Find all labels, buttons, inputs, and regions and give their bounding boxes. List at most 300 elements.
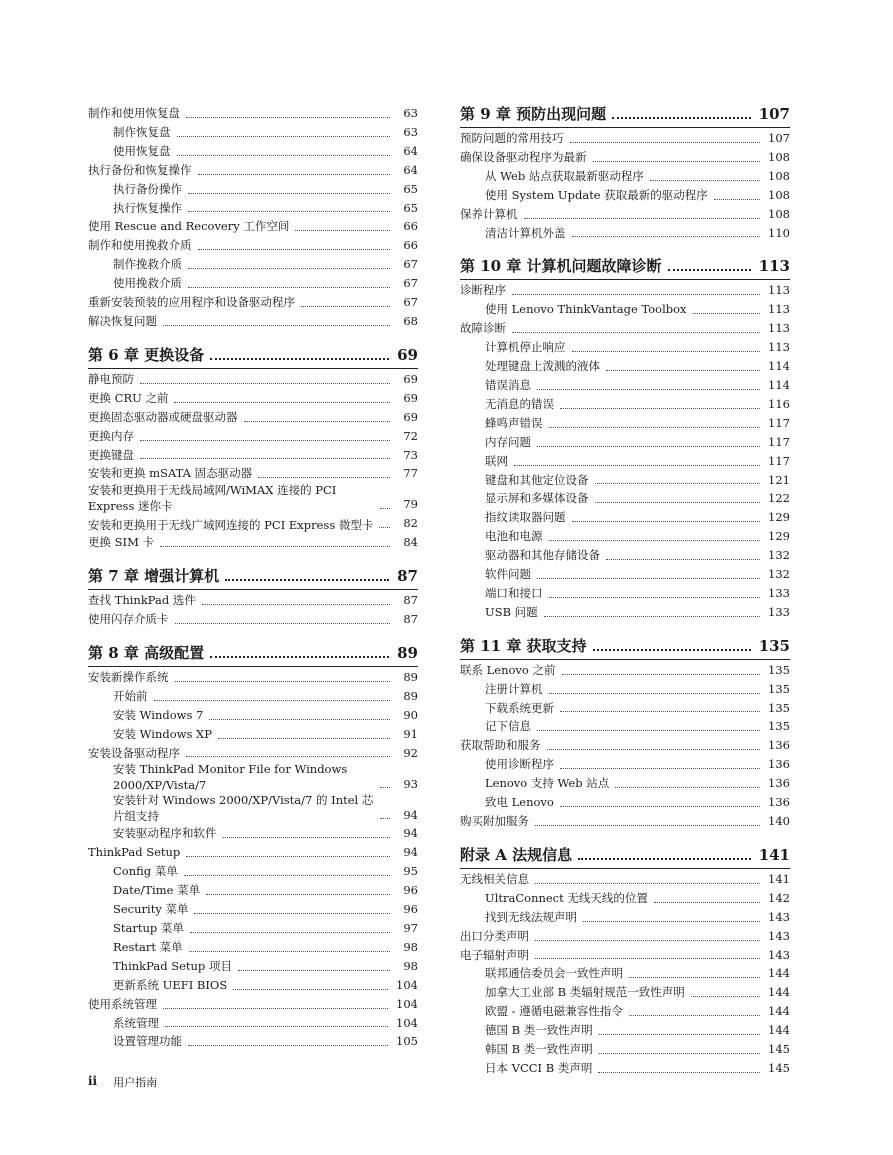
toc-entry-title: 重新安装预装的应用程序和设备驱动程序 xyxy=(88,295,295,310)
toc-page-number: 143 xyxy=(768,909,790,924)
toc-entry-title: 诊断程序 xyxy=(460,283,506,298)
toc-entry[interactable] xyxy=(460,774,790,793)
dot-leader xyxy=(537,389,760,390)
toc-page-number: 104 xyxy=(396,977,418,992)
toc-page-number: 63 xyxy=(403,124,418,139)
toc-entry-title: 使用 System Update 获取最新的驱动程序 xyxy=(485,187,708,202)
dot-leader xyxy=(175,623,391,624)
toc-entry-title: 安装和更换用于无线广域网连接的 PCI Express 微型卡 xyxy=(88,517,374,532)
dot-leader xyxy=(562,674,761,675)
toc-entry[interactable] xyxy=(88,312,418,331)
toc-entry[interactable] xyxy=(460,376,790,395)
toc-entry[interactable] xyxy=(88,1032,418,1051)
dot-leader xyxy=(188,268,390,269)
toc-entry[interactable] xyxy=(460,870,790,889)
toc-entry[interactable] xyxy=(88,706,418,725)
toc-entry-title: 更新系统 UEFI BIOS xyxy=(113,977,228,992)
toc-entry[interactable] xyxy=(460,584,790,603)
dot-leader xyxy=(154,700,391,701)
toc-entry[interactable] xyxy=(460,186,790,205)
toc-entry[interactable] xyxy=(88,976,418,995)
toc-entry-title: 安装新操作系统 xyxy=(88,669,169,684)
toc-page-number: 141 xyxy=(758,845,790,864)
dot-leader xyxy=(186,117,390,118)
dot-leader xyxy=(615,787,760,788)
dot-leader xyxy=(177,155,391,156)
toc-entry[interactable] xyxy=(88,199,418,218)
toc-entry-title: 使用诊断程序 xyxy=(485,757,554,772)
toc-entry-title: 使用 Lenovo ThinkVantage Toolbox xyxy=(485,302,687,317)
toc-entry[interactable] xyxy=(88,370,418,389)
toc-entry-title: 第 11 章 获取支持 xyxy=(460,636,587,655)
dot-leader xyxy=(612,117,751,119)
dot-leader xyxy=(549,693,761,694)
dot-leader xyxy=(198,174,391,175)
dot-leader xyxy=(691,996,760,997)
toc-entry-title: 使用恢复盘 xyxy=(113,143,171,158)
toc-entry-title: Startup 菜单 xyxy=(113,921,184,935)
toc-page-number: 144 xyxy=(768,1023,790,1038)
toc-entry[interactable] xyxy=(88,123,418,142)
toc-entry-title: 蜂鸣声错误 xyxy=(485,415,543,430)
toc-entry[interactable] xyxy=(460,812,790,831)
toc-entry[interactable] xyxy=(88,236,418,255)
toc-entry-title: 电子辐射声明 xyxy=(460,947,529,962)
toc-page-number: 113 xyxy=(768,302,790,317)
toc-page-number: 98 xyxy=(403,958,418,973)
toc-entry[interactable] xyxy=(460,755,790,774)
toc-entry[interactable] xyxy=(88,446,418,465)
toc-entry-title: 键盘和其他定位设备 xyxy=(485,472,589,487)
toc-page-number: 145 xyxy=(768,1060,790,1075)
dot-leader xyxy=(163,1008,388,1009)
dot-leader xyxy=(535,883,760,884)
toc-page-number: 77 xyxy=(403,466,418,481)
toc-page-number: 144 xyxy=(768,1004,790,1019)
toc-entry-title: 安装和更换 mSATA 固态驱动器 xyxy=(88,466,253,481)
toc-entry[interactable] xyxy=(460,1021,790,1040)
toc-entry[interactable] xyxy=(88,464,418,483)
toc-entry[interactable] xyxy=(460,661,790,680)
toc-entry[interactable] xyxy=(460,224,790,243)
dot-leader xyxy=(593,649,751,651)
toc-entry[interactable] xyxy=(460,717,790,736)
toc-entry[interactable] xyxy=(460,357,790,376)
toc-page-number: 73 xyxy=(403,447,418,462)
toc-page-number: 113 xyxy=(768,283,790,298)
dot-leader xyxy=(379,527,390,528)
toc-page-number: 108 xyxy=(768,187,790,202)
dot-leader xyxy=(206,894,390,895)
toc-page-number: 79 xyxy=(403,497,418,512)
toc-entry[interactable] xyxy=(460,983,790,1002)
dot-leader xyxy=(537,446,760,447)
toc-entry[interactable] xyxy=(460,1040,790,1059)
toc-entry-title: Date/Time 菜单 xyxy=(113,883,201,898)
footer-doc-title: 用户指南 xyxy=(113,1076,158,1089)
dot-leader xyxy=(174,402,390,403)
toc-page-number: 104 xyxy=(396,1015,418,1030)
toc-entry[interactable] xyxy=(88,725,418,744)
dot-leader xyxy=(295,230,390,231)
toc-entry-title: Lenovo 支持 Web 站点 xyxy=(485,776,610,791)
dot-leader xyxy=(380,508,390,509)
dot-leader xyxy=(233,989,388,990)
dot-leader xyxy=(595,502,761,503)
dot-leader xyxy=(595,483,761,484)
toc-page-number: 144 xyxy=(768,966,790,981)
toc-page-number: 96 xyxy=(403,883,418,898)
toc-entry-title: 执行备份和恢复操作 xyxy=(88,162,192,177)
toc-page-number: 94 xyxy=(403,826,418,841)
toc-entry-title: 出口分类声明 xyxy=(460,928,529,943)
toc-chapter-heading[interactable] xyxy=(88,643,418,667)
toc-entry[interactable] xyxy=(88,900,418,919)
toc-entry[interactable] xyxy=(88,427,418,446)
dot-leader xyxy=(188,1045,388,1046)
toc-entry[interactable] xyxy=(88,881,418,900)
toc-chapter-heading[interactable] xyxy=(88,566,418,590)
toc-entry-title: 德国 B 类一致性声明 xyxy=(485,1023,593,1038)
toc-entry-title: 安装 ThinkPad Monitor File for Windows 2000/XP/Vista/7 xyxy=(113,762,348,792)
toc-page-number: 65 xyxy=(403,181,418,196)
toc-entry-title: 安装驱动程序和软件 xyxy=(113,826,217,841)
toc-page-number: 90 xyxy=(403,707,418,722)
toc-entry[interactable] xyxy=(460,167,790,186)
toc-entry[interactable] xyxy=(460,281,790,300)
toc-entry[interactable] xyxy=(460,300,790,319)
toc-page-number: 64 xyxy=(403,143,418,158)
toc-entry-title: 使用闪存介质卡 xyxy=(88,612,169,627)
toc-entry[interactable] xyxy=(88,1014,418,1033)
dot-leader xyxy=(629,1015,760,1016)
toc-entry[interactable] xyxy=(88,862,418,881)
toc-page-number: 108 xyxy=(768,149,790,164)
toc-entry[interactable] xyxy=(460,508,790,527)
toc-entry[interactable] xyxy=(460,319,790,338)
toc-entry-title: 获取帮助和服务 xyxy=(460,738,541,753)
toc-entry[interactable] xyxy=(88,610,418,629)
toc-page-number: 136 xyxy=(768,757,790,772)
toc-entry[interactable] xyxy=(88,919,418,938)
toc-page-number: 67 xyxy=(403,257,418,272)
toc-entry[interactable] xyxy=(460,129,790,148)
toc-entry[interactable] xyxy=(88,957,418,976)
toc-entry-title: 执行备份操作 xyxy=(113,181,182,196)
toc-entry-title: USB 问题 xyxy=(485,604,538,619)
dot-leader xyxy=(668,269,751,271)
toc-chapter-heading[interactable] xyxy=(460,636,790,660)
toc-page-number: 136 xyxy=(768,795,790,810)
toc-entry[interactable] xyxy=(460,603,790,622)
toc-entry-title: UltraConnect 无线天线的位置 xyxy=(485,890,648,905)
toc-entry[interactable] xyxy=(88,274,418,293)
dot-leader xyxy=(202,604,390,605)
toc-page-number: 84 xyxy=(403,535,418,550)
toc-entry[interactable] xyxy=(88,104,418,123)
page-footer xyxy=(88,1074,157,1090)
toc-entry[interactable] xyxy=(460,546,790,565)
toc-page-number: 89 xyxy=(403,688,418,703)
toc-entry-title: 更换内存 xyxy=(88,428,134,443)
toc-page-number: 114 xyxy=(768,377,790,392)
toc-chapter-heading[interactable] xyxy=(460,845,790,869)
toc-entry[interactable] xyxy=(460,452,790,471)
toc-entry-title: 下载系统更新 xyxy=(485,700,554,715)
toc-entry[interactable] xyxy=(460,680,790,699)
toc-entry[interactable] xyxy=(88,744,418,763)
toc-entry-title: 制作恢复盘 xyxy=(113,124,171,139)
toc-entry[interactable] xyxy=(88,762,418,793)
toc-entry-title: 第 8 章 高级配置 xyxy=(88,643,205,662)
toc-entry-title: 确保设备驱动程序为最新 xyxy=(460,149,587,164)
toc-entry[interactable] xyxy=(460,927,790,946)
toc-entry[interactable] xyxy=(460,148,790,167)
toc-entry-title: 记下信息 xyxy=(485,719,531,734)
toc-entry-title: 加拿大工业部 B 类辐射规范一致性声明 xyxy=(485,985,685,1000)
toc-page-number: 104 xyxy=(396,996,418,1011)
toc-entry-title: 安装针对 Windows 2000/XP/Vista/7 的 Intel 芯片组支持 xyxy=(113,793,374,823)
toc-entry[interactable] xyxy=(88,217,418,236)
dot-leader xyxy=(537,730,760,731)
dot-leader xyxy=(184,875,390,876)
toc-entry[interactable] xyxy=(88,668,418,687)
toc-entry[interactable] xyxy=(88,793,418,824)
dot-leader xyxy=(549,597,761,598)
toc-entry-title: Security 菜单 xyxy=(113,902,189,917)
dot-leader xyxy=(524,218,761,219)
dot-leader xyxy=(380,818,390,819)
toc-page-number: 69 xyxy=(397,345,418,364)
toc-entry[interactable] xyxy=(460,908,790,927)
toc-entry-title: 错误消息 xyxy=(485,377,531,392)
dot-leader xyxy=(572,521,761,522)
toc-entry-title: 端口和接口 xyxy=(485,585,543,600)
dot-leader xyxy=(210,656,389,658)
toc-entry-title: 预防问题的常用技巧 xyxy=(460,131,564,145)
dot-leader xyxy=(238,970,390,971)
toc-entry[interactable] xyxy=(460,1002,790,1021)
dot-leader xyxy=(544,616,760,617)
toc-page-number: 132 xyxy=(768,548,790,563)
toc-entry[interactable] xyxy=(88,995,418,1014)
toc-page-number: 132 xyxy=(768,567,790,582)
toc-page-number: 141 xyxy=(768,871,790,886)
toc-entry-title: 保养计算机 xyxy=(460,206,518,221)
toc-entry[interactable] xyxy=(460,699,790,718)
toc-page-number: 145 xyxy=(768,1042,790,1057)
toc-entry-title: 计算机停止响应 xyxy=(485,340,566,355)
dot-leader xyxy=(535,825,760,826)
toc-page-number: 140 xyxy=(768,814,790,828)
toc-entry-title: 购买附加服务 xyxy=(460,814,529,828)
toc-entry-title: 制作挽救介质 xyxy=(113,257,182,272)
dot-leader xyxy=(560,711,760,712)
toc-entry[interactable] xyxy=(460,964,790,983)
dot-leader xyxy=(629,977,760,978)
dot-leader xyxy=(547,749,761,750)
toc-entry-title: 电池和电源 xyxy=(485,529,543,544)
toc-entry[interactable] xyxy=(460,205,790,224)
toc-entry[interactable] xyxy=(88,824,418,843)
toc-entry[interactable] xyxy=(88,293,418,312)
toc-page-number: 135 xyxy=(768,700,790,715)
toc-entry[interactable] xyxy=(88,533,418,552)
toc-entry-title: 开始前 xyxy=(113,688,148,703)
toc-page-number: 135 xyxy=(768,681,790,696)
toc-page-number: 129 xyxy=(768,529,790,544)
toc-entry-title: 欧盟 - 遵循电磁兼容性指令 xyxy=(485,1004,623,1019)
dot-leader xyxy=(560,408,760,409)
toc-entry[interactable] xyxy=(460,414,790,433)
toc-chapter-heading[interactable] xyxy=(460,256,790,280)
dot-leader xyxy=(650,180,760,181)
dot-leader xyxy=(512,294,760,295)
dot-leader xyxy=(714,199,760,200)
dot-leader xyxy=(606,370,760,371)
dot-leader xyxy=(578,858,751,860)
toc-page-number: 87 xyxy=(397,567,418,586)
toc-entry[interactable] xyxy=(88,142,418,161)
toc-entry[interactable] xyxy=(460,527,790,546)
toc-entry[interactable] xyxy=(460,395,790,414)
toc-page-number: 105 xyxy=(396,1034,418,1049)
toc-entry-title: 故障诊断 xyxy=(460,321,506,336)
toc-entry-title: 解决恢复问题 xyxy=(88,313,157,328)
dot-leader xyxy=(599,1053,760,1054)
toc-page-number: 135 xyxy=(758,636,790,655)
toc-entry[interactable] xyxy=(88,687,418,706)
toc-page-number: 108 xyxy=(768,206,790,221)
dot-leader xyxy=(572,236,761,237)
dot-leader xyxy=(163,325,390,326)
toc-page-number: 66 xyxy=(403,238,418,253)
dot-leader xyxy=(258,477,390,478)
toc-entry[interactable] xyxy=(88,408,418,427)
toc-entry-title: 注册计算机 xyxy=(485,681,543,696)
dot-leader xyxy=(514,465,760,466)
toc-entry-title: 第 6 章 更换设备 xyxy=(88,345,205,364)
toc-entry[interactable] xyxy=(88,255,418,274)
toc-entry[interactable] xyxy=(88,938,418,957)
toc-entry[interactable] xyxy=(88,161,418,180)
toc-entry[interactable] xyxy=(88,180,418,199)
toc-entry-title: 附录 A 法规信息 xyxy=(460,845,573,864)
toc-entry-title: 联邦通信委员会一致性声明 xyxy=(485,966,623,981)
toc-entry[interactable] xyxy=(460,433,790,452)
toc-page-number: 89 xyxy=(403,669,418,684)
toc-page-number: 143 xyxy=(768,928,790,943)
toc-page-number: 87 xyxy=(403,593,418,608)
toc-page-number: 135 xyxy=(768,662,790,677)
toc-right-column xyxy=(460,104,790,1078)
toc-page-number: 98 xyxy=(403,939,418,954)
dot-leader xyxy=(535,958,760,959)
toc-entry[interactable] xyxy=(460,489,790,508)
dot-leader xyxy=(599,1034,760,1035)
toc-page-number: 117 xyxy=(768,434,790,449)
toc-entry-title: 韩国 B 类一致性声明 xyxy=(485,1042,593,1057)
toc-entry[interactable] xyxy=(460,338,790,357)
toc-entry[interactable] xyxy=(460,471,790,490)
dot-leader xyxy=(165,1026,388,1027)
dot-leader xyxy=(572,351,761,352)
toc-entry-title: 安装 Windows 7 xyxy=(113,707,204,722)
toc-page-number: 113 xyxy=(768,340,790,355)
toc-page-number: 89 xyxy=(397,643,418,662)
toc-chapter-heading[interactable] xyxy=(88,345,418,369)
toc-entry-title: 制作和使用挽救介质 xyxy=(88,238,192,253)
toc-page-number: 95 xyxy=(403,864,418,879)
toc-entry[interactable] xyxy=(88,389,418,408)
dot-leader xyxy=(223,837,391,838)
toc-entry-title: 无线相关信息 xyxy=(460,871,529,886)
dot-leader xyxy=(186,856,390,857)
toc-page-number: 69 xyxy=(403,390,418,405)
toc-entry[interactable] xyxy=(88,591,418,610)
toc-entry[interactable] xyxy=(460,946,790,965)
toc-page-number: 142 xyxy=(768,890,790,905)
toc-entry[interactable] xyxy=(460,565,790,584)
toc-entry-title: 第 7 章 增强计算机 xyxy=(88,567,220,586)
toc-entry[interactable] xyxy=(88,843,418,862)
toc-entry-title: 更换 CRU 之前 xyxy=(88,390,169,405)
toc-entry[interactable] xyxy=(460,793,790,812)
dot-leader xyxy=(693,313,761,314)
dot-leader xyxy=(654,902,760,903)
toc-entry-title: Config 菜单 xyxy=(113,864,178,879)
toc-page-number: 96 xyxy=(403,902,418,917)
toc-entry-title: 更换键盘 xyxy=(88,447,134,462)
dot-leader xyxy=(160,546,390,547)
dot-leader xyxy=(301,306,390,307)
toc-entry-title: 执行恢复操作 xyxy=(113,200,182,215)
toc-page-number: 63 xyxy=(403,106,418,120)
toc-entry[interactable] xyxy=(460,736,790,755)
toc-page-number: 122 xyxy=(768,491,790,506)
dot-leader xyxy=(593,161,761,162)
toc-entry-title: 软件问题 xyxy=(485,567,531,582)
toc-page-number: 113 xyxy=(758,257,790,276)
dot-leader xyxy=(188,287,390,288)
toc-page-number: 117 xyxy=(768,415,790,430)
dot-leader xyxy=(140,383,390,384)
toc-page-number: 67 xyxy=(403,295,418,310)
toc-page-number: 136 xyxy=(768,738,790,753)
toc-entry-title: 找到无线法规声明 xyxy=(485,909,577,924)
toc-entry-title: 驱动器和其他存储设备 xyxy=(485,548,600,563)
toc-entry-title: 显示屏和多媒体设备 xyxy=(485,491,589,506)
toc-entry-title: 联系 Lenovo 之前 xyxy=(460,662,556,677)
toc-page-number: 97 xyxy=(403,921,418,935)
toc-entry-title: 安装 Windows XP xyxy=(113,726,212,741)
dot-leader xyxy=(380,787,390,788)
toc-entry[interactable] xyxy=(460,1059,790,1078)
dot-leader xyxy=(606,559,760,560)
dot-leader xyxy=(177,136,391,137)
dot-leader xyxy=(210,358,389,360)
toc-entry[interactable] xyxy=(460,889,790,908)
dot-leader xyxy=(186,756,390,757)
toc-entry[interactable] xyxy=(88,514,418,533)
toc-entry-title: 处理键盘上泼溅的液体 xyxy=(485,359,600,374)
toc-entry-title: 清洁计算机外盖 xyxy=(485,225,566,240)
dot-leader xyxy=(188,193,390,194)
toc-entry-title: ThinkPad Setup xyxy=(88,845,181,860)
dot-leader xyxy=(225,579,389,581)
toc-chapter-heading[interactable] xyxy=(460,104,790,128)
toc-entry[interactable] xyxy=(88,483,418,514)
